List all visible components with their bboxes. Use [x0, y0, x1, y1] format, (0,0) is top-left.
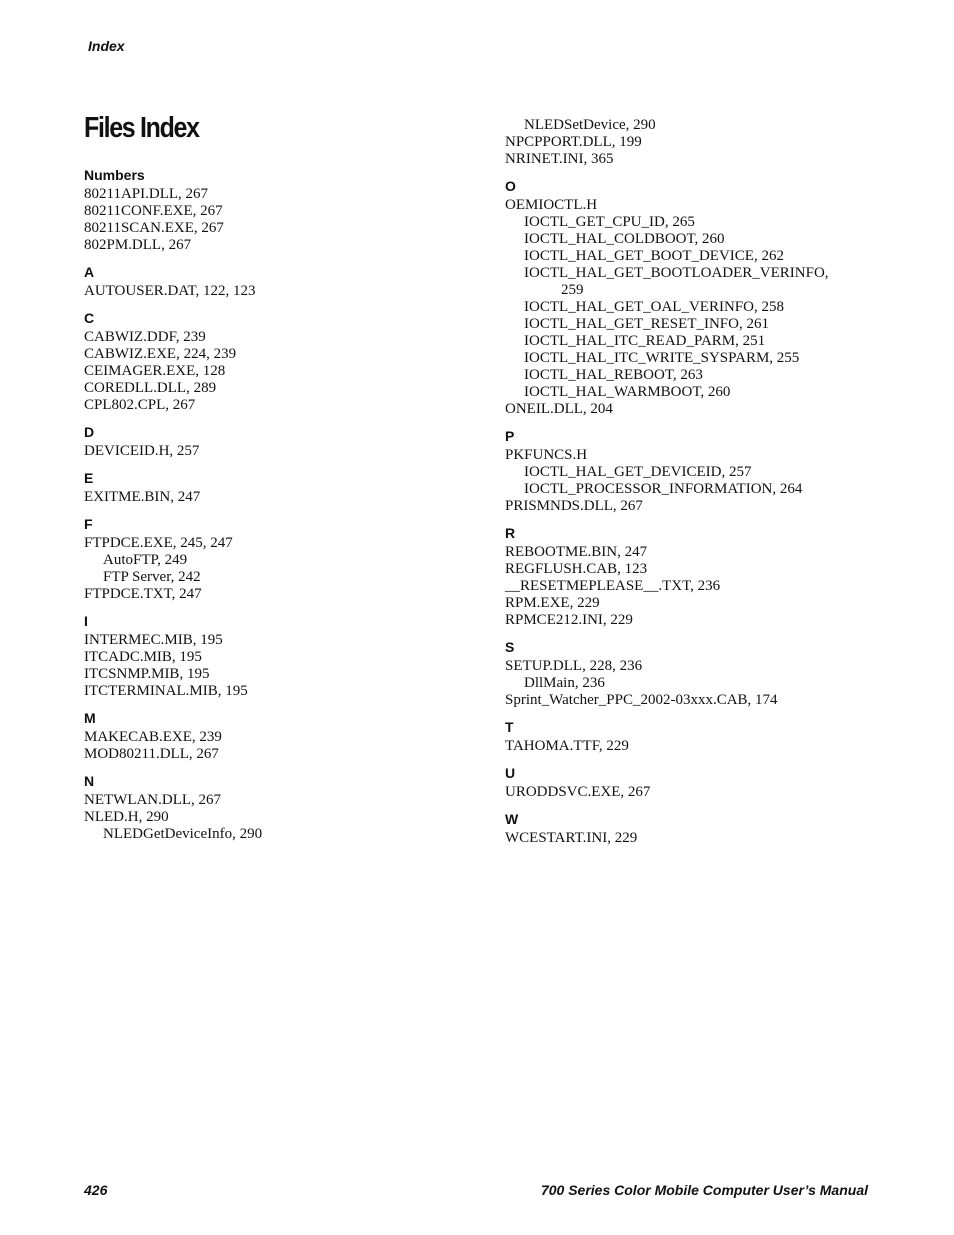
index-column-right [505, 117, 945, 847]
index-letter-heading: R [505, 525, 516, 541]
index-letter-heading: P [505, 428, 515, 444]
index-entry: FTPDCE.EXE, 245, 247 [84, 535, 233, 551]
index-group [505, 765, 945, 801]
index-entry: EXITME.BIN, 247 [84, 489, 201, 505]
index-entry: RPMCE212.INI, 229 [505, 612, 633, 628]
index-group [84, 167, 484, 254]
index-letter-heading: U [505, 765, 516, 781]
index-entry: 80211API.DLL, 267 [84, 186, 209, 202]
index-entry: RPM.EXE, 229 [505, 595, 600, 611]
index-letter-heading: S [505, 639, 515, 655]
index-group [84, 613, 484, 700]
index-subentry: IOCTL_HAL_REBOOT, 263 [524, 367, 703, 383]
index-subentry: IOCTL_HAL_WARMBOOT, 260 [524, 384, 731, 400]
index-group [84, 264, 484, 300]
index-subentry: IOCTL_HAL_GET_BOOT_DEVICE, 262 [524, 248, 784, 264]
index-group [84, 773, 484, 843]
index-subentry: AutoFTP, 249 [103, 552, 188, 568]
index-entry: MAKECAB.EXE, 239 [84, 729, 222, 745]
index-entry: FTPDCE.TXT, 247 [84, 586, 202, 602]
index-letter-heading: Numbers [84, 167, 145, 183]
index-letter-heading: D [84, 424, 95, 440]
index-entry: WCESTART.INI, 229 [505, 830, 638, 846]
index-entry: 802PM.DLL, 267 [84, 237, 192, 253]
index-letter-heading: C [84, 310, 95, 326]
index-subentry: FTP Server, 242 [103, 569, 201, 585]
index-subentry: IOCTL_HAL_GET_RESET_INFO, 261 [524, 316, 769, 332]
index-letter-heading: A [84, 264, 95, 280]
index-group [84, 424, 484, 460]
index-entry: MOD80211.DLL, 267 [84, 746, 219, 762]
index-subentry: NLEDGetDeviceInfo, 290 [103, 826, 263, 842]
index-subentry: IOCTL_GET_CPU_ID, 265 [524, 214, 695, 230]
index-subentry: NLEDSetDevice, 290 [524, 117, 656, 133]
index-entry: ONEIL.DLL, 204 [505, 401, 613, 417]
index-group [84, 310, 484, 414]
index-letter-heading: N [84, 773, 95, 789]
index-subentry: IOCTL_PROCESSOR_INFORMATION, 264 [524, 481, 803, 497]
index-entry: PKFUNCS.H [505, 447, 588, 463]
index-entry: INTERMEC.MIB, 195 [84, 632, 223, 648]
index-entry: ITCADC.MIB, 195 [84, 649, 202, 665]
index-letter-heading: T [505, 719, 514, 735]
index-entry: TAHOMA.TTF, 229 [505, 738, 629, 754]
index-entry: PRISMNDS.DLL, 267 [505, 498, 643, 514]
index-entry: NLED.H, 290 [84, 809, 169, 825]
index-entry: ITCTERMINAL.MIB, 195 [84, 683, 248, 699]
index-subentry: IOCTL_HAL_GET_DEVICEID, 257 [524, 464, 752, 480]
index-subentry: IOCTL_HAL_ITC_READ_PARM, 251 [524, 333, 766, 349]
index-letter-heading: F [84, 516, 93, 532]
index-group [84, 516, 484, 603]
index-group [505, 117, 945, 168]
index-entry: CEIMAGER.EXE, 128 [84, 363, 226, 379]
index-group [505, 525, 945, 629]
index-letter-heading: I [84, 613, 88, 629]
index-subentry: IOCTL_HAL_GET_OAL_VERINFO, 258 [524, 299, 784, 315]
index-group [505, 639, 945, 709]
index-entry: NPCPPORT.DLL, 199 [505, 134, 642, 150]
index-letter-heading: M [84, 710, 96, 726]
index-group [505, 719, 945, 755]
index-entry: Sprint_Watcher_PPC_2002-03xxx.CAB, 174 [505, 692, 778, 708]
page-number: 426 [84, 1182, 108, 1198]
page-title: Files Index [84, 112, 199, 144]
index-entry: OEMIOCTL.H [505, 197, 598, 213]
index-entry: REBOOTME.BIN, 247 [505, 544, 648, 560]
index-entry: ITCSNMP.MIB, 195 [84, 666, 210, 682]
index-letter-heading: E [84, 470, 94, 486]
index-group [505, 428, 945, 515]
manual-title: 700 Series Color Mobile Computer User’s Manual [540, 1182, 868, 1198]
index-entry: __RESETMEPLEASE__.TXT, 236 [505, 578, 721, 594]
index-entry: NETWLAN.DLL, 267 [84, 792, 222, 808]
index-entry: NRINET.INI, 365 [505, 151, 614, 167]
index-entry: 80211CONF.EXE, 267 [84, 203, 223, 219]
index-group [84, 710, 484, 763]
index-subentry: IOCTL_HAL_ITC_WRITE_SYSPARM, 255 [524, 350, 800, 366]
index-group [84, 470, 484, 506]
index-letter-heading: W [505, 811, 519, 827]
index-subentry: IOCTL_HAL_COLDBOOT, 260 [524, 231, 725, 247]
index-entry: 80211SCAN.EXE, 267 [84, 220, 224, 236]
index-entry: AUTOUSER.DAT, 122, 123 [84, 283, 256, 299]
index-group [505, 811, 945, 847]
index-entry: COREDLL.DLL, 289 [84, 380, 217, 396]
index-group [505, 178, 945, 418]
index-entry: DEVICEID.H, 257 [84, 443, 200, 459]
index-subentry: IOCTL_HAL_GET_BOOTLOADER_VERINFO, [524, 265, 829, 281]
index-column-left [84, 167, 484, 843]
index-entry: CABWIZ.DDF, 239 [84, 329, 206, 345]
index-entry: REGFLUSH.CAB, 123 [505, 561, 648, 577]
index-entry: CABWIZ.EXE, 224, 239 [84, 346, 237, 362]
index-entry: SETUP.DLL, 228, 236 [505, 658, 643, 674]
index-subentry: DllMain, 236 [524, 675, 605, 691]
index-entry: CPL802.CPL, 267 [84, 397, 196, 413]
index-entry: URODDSVC.EXE, 267 [505, 784, 651, 800]
index-letter-heading: O [505, 178, 516, 194]
index-subentry: 259 [561, 282, 584, 298]
running-header: Index [88, 38, 125, 54]
